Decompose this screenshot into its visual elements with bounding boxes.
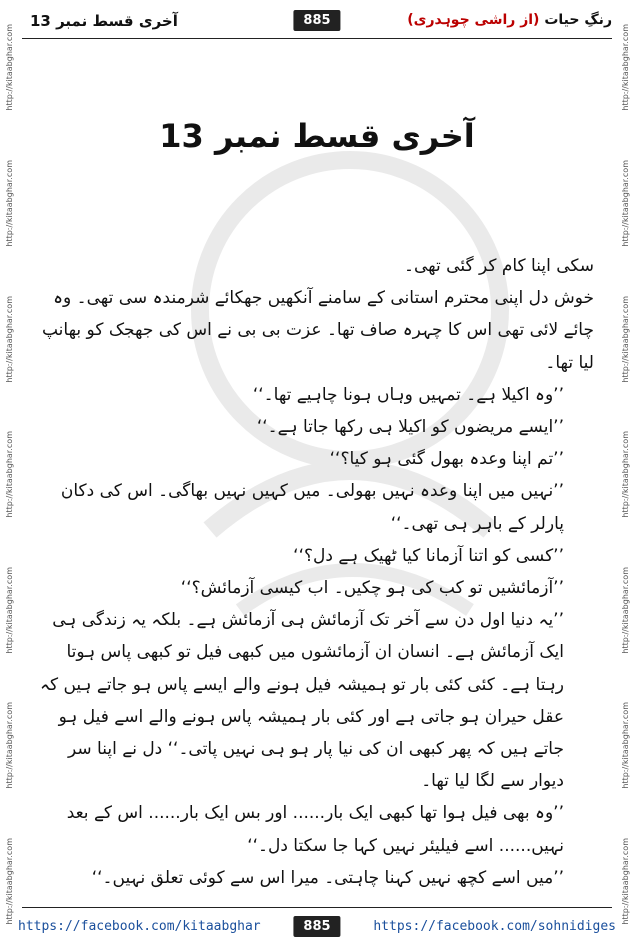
paragraph: ’’وہ بھی فیل ہوا تھا کبھی ایک بار...... اور بس ایک بار...... اس کے بعد نہیں...... اسے فیلیئر نہیں کہا جا سکتا دل۔‘‘ xyxy=(66,803,564,856)
paragraph: ’’نہیں میں اپنا وعدہ نہیں بھولی۔ میں کہیں نہیں بھاگی۔ اس کی دکان پارلر کے باہر ہی تھی۔‘‘ xyxy=(60,481,564,534)
margin-url[interactable]: http://kitaabghar.com xyxy=(620,566,630,654)
margin-url[interactable]: http://kitaabghar.com xyxy=(620,160,630,247)
paragraph: خوش دل اپنی محترم استانی کے سامنے آنکھیں جھکائے شرمندہ سی تھی۔ وہ چائے لائی تھی اس کا چہرہ صاف تھا۔ عزت بی بی نے اس کی جھجک کو بھانپ لیا تھا۔ xyxy=(41,288,594,373)
margin-url[interactable]: http://kitaabghar.com xyxy=(4,702,14,789)
paragraph: ’’ایسے مریضوں کو اکیلا ہی رکھا جاتا ہے۔‘‘ xyxy=(256,417,564,438)
margin-url[interactable]: http://kitaabghar.com xyxy=(4,24,14,112)
margin-url[interactable]: http://kitaabghar.com xyxy=(620,837,630,925)
paragraph: سکی اپنا کام کر گئی تھی۔ xyxy=(404,256,594,276)
header-novel-title xyxy=(407,12,612,28)
header-divider xyxy=(22,38,612,39)
story-body xyxy=(40,250,594,894)
paragraph: ’’یہ دنیا اول دن سے آخر تک آزمائش ہی آزمائش ہے۔ بلکہ یہ زندگی ہی ایک آزمائش ہے۔ انسان ان آزمائشوں میں کبھی فیل تو کبھی پاس ہوتا رہتا ہے۔ کئی کئی بار تو ہمیشہ فیل ہونے والے ایسے پاس ہو جاتے ہیں کہ عقل حیران ہو جاتی ہے اور کئی بار ہمیشہ پاس ہونے والے اسے فیل ہو جاتے ہیں کہ پھر کبھی ان کی نیا پار ہو ہی نہیں پاتی۔‘‘ دل نے اپنا سر دیوار سے لگا لیا تھا۔ xyxy=(40,610,564,792)
margin-url[interactable]: http://kitaabghar.com xyxy=(4,431,14,518)
margin-url[interactable]: http://kitaabghar.com xyxy=(620,24,630,112)
header-page-number: 885 xyxy=(293,10,340,31)
paragraph: ’’وہ اکیلا ہے۔ تمہیں وہاں ہونا چاہیے تھا۔‘‘ xyxy=(252,384,564,405)
page-footer xyxy=(18,914,616,940)
facebook-link-sohnidiges[interactable]: https://facebook.com/sohnidiges xyxy=(373,919,616,934)
header-chapter-label: آخری قسط نمبر 13 xyxy=(30,12,178,30)
facebook-link-kitaabghar[interactable]: https://facebook.com/kitaabghar xyxy=(18,919,261,934)
margin-url[interactable]: http://kitaabghar.com xyxy=(620,295,630,383)
page-header xyxy=(22,6,612,36)
margin-url[interactable]: http://kitaabghar.com xyxy=(620,702,630,789)
margin-url[interactable]: http://kitaabghar.com xyxy=(4,295,14,383)
footer-divider xyxy=(22,907,612,908)
footer-page-number: 885 xyxy=(293,916,340,937)
margin-url[interactable]: http://kitaabghar.com xyxy=(620,431,630,518)
margin-url[interactable]: http://kitaabghar.com xyxy=(4,837,14,925)
paragraph: ’’کسی کو اتنا آزمانا کیا ٹھیک ہے دل؟‘‘ xyxy=(293,545,564,566)
novel-title: رنگِ حیات xyxy=(544,12,612,28)
paragraph: ’’آزمائشیں تو کب کی ہو چکیں۔ اب کیسی آزمائش؟‘‘ xyxy=(180,578,564,599)
author-name: (از راشی چوہدری) xyxy=(407,12,540,28)
chapter-title: آخری قسط نمبر 13 xyxy=(159,117,475,155)
paragraph: ’’میں اسے کچھ نہیں کہنا چاہتی۔ میرا اس سے کوئی تعلق نہیں۔‘‘ xyxy=(91,867,564,888)
paragraph: ’’تم اپنا وعدہ بھول گئی ہو کیا؟‘‘ xyxy=(329,449,564,470)
margin-url[interactable]: http://kitaabghar.com xyxy=(4,160,14,247)
margin-url[interactable]: http://kitaabghar.com xyxy=(4,566,14,654)
